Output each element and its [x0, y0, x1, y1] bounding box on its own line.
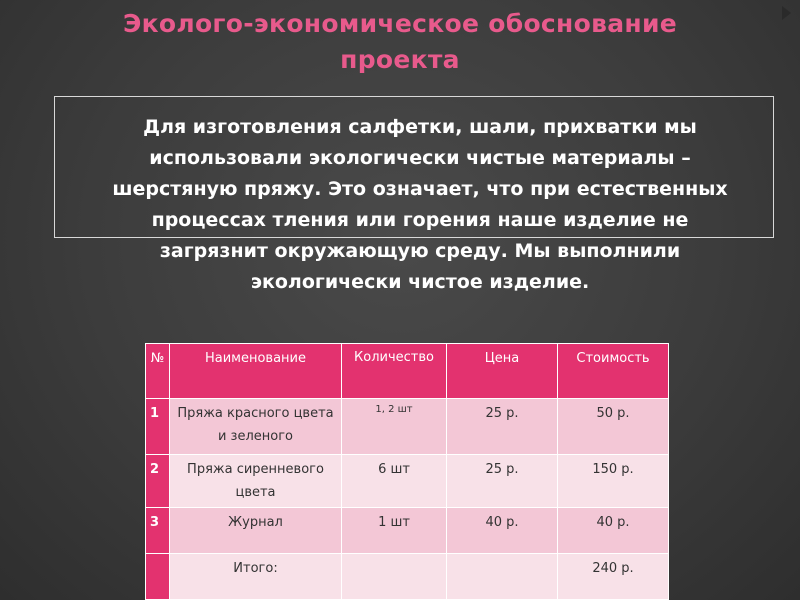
table-total-row [146, 554, 669, 600]
header-price: Цена [447, 344, 558, 399]
row-name: Пряжа сиреннeвого цвета [170, 455, 342, 508]
row-cost: 40 р. [558, 508, 669, 554]
table-header-row [146, 344, 669, 399]
row-quantity: 1, 2 шт [342, 399, 447, 455]
header-number: № [146, 344, 170, 399]
slide-title: Эколого-экономическое обоснование проекта [122, 9, 678, 74]
table-row [146, 508, 669, 554]
row-price: 25 р. [447, 455, 558, 508]
cost-table [145, 343, 669, 600]
cost-table-container [145, 343, 668, 585]
row-cost: 50 р. [558, 399, 669, 455]
table-row [146, 455, 669, 508]
row-number: 2 [146, 455, 170, 508]
header-quantity: Количество [342, 344, 447, 399]
total-cost: 240 р. [558, 554, 669, 600]
row-name: Журнал [170, 508, 342, 554]
row-price: 40 р. [447, 508, 558, 554]
slide-body-text: Для изготовления салфетки, шали, прихватки мы использовали экологически чистые материалы – шерстяную пряжу. Это означает, что при естественных процессах тления или горения наше изделие не загрязнит окружающую среду. Мы выполнили экологически чистое изделие. [112, 116, 728, 293]
row-price: 25 р. [447, 399, 558, 455]
row-quantity: 6 шт [342, 455, 447, 508]
row-name: Пряжа красного цвета и зеленого [170, 399, 342, 455]
total-label: Итого: [170, 554, 342, 600]
row-number: 1 [146, 399, 170, 455]
header-cost: Стоимость [558, 344, 669, 399]
row-number: 3 [146, 508, 170, 554]
row-cost: 150 р. [558, 455, 669, 508]
table-row [146, 399, 669, 455]
row-quantity [342, 554, 447, 600]
slide-corner-arrow [782, 6, 791, 20]
header-name: Наименование [170, 344, 342, 399]
row-quantity: 1 шт [342, 508, 447, 554]
row-price [447, 554, 558, 600]
row-number [146, 554, 170, 600]
